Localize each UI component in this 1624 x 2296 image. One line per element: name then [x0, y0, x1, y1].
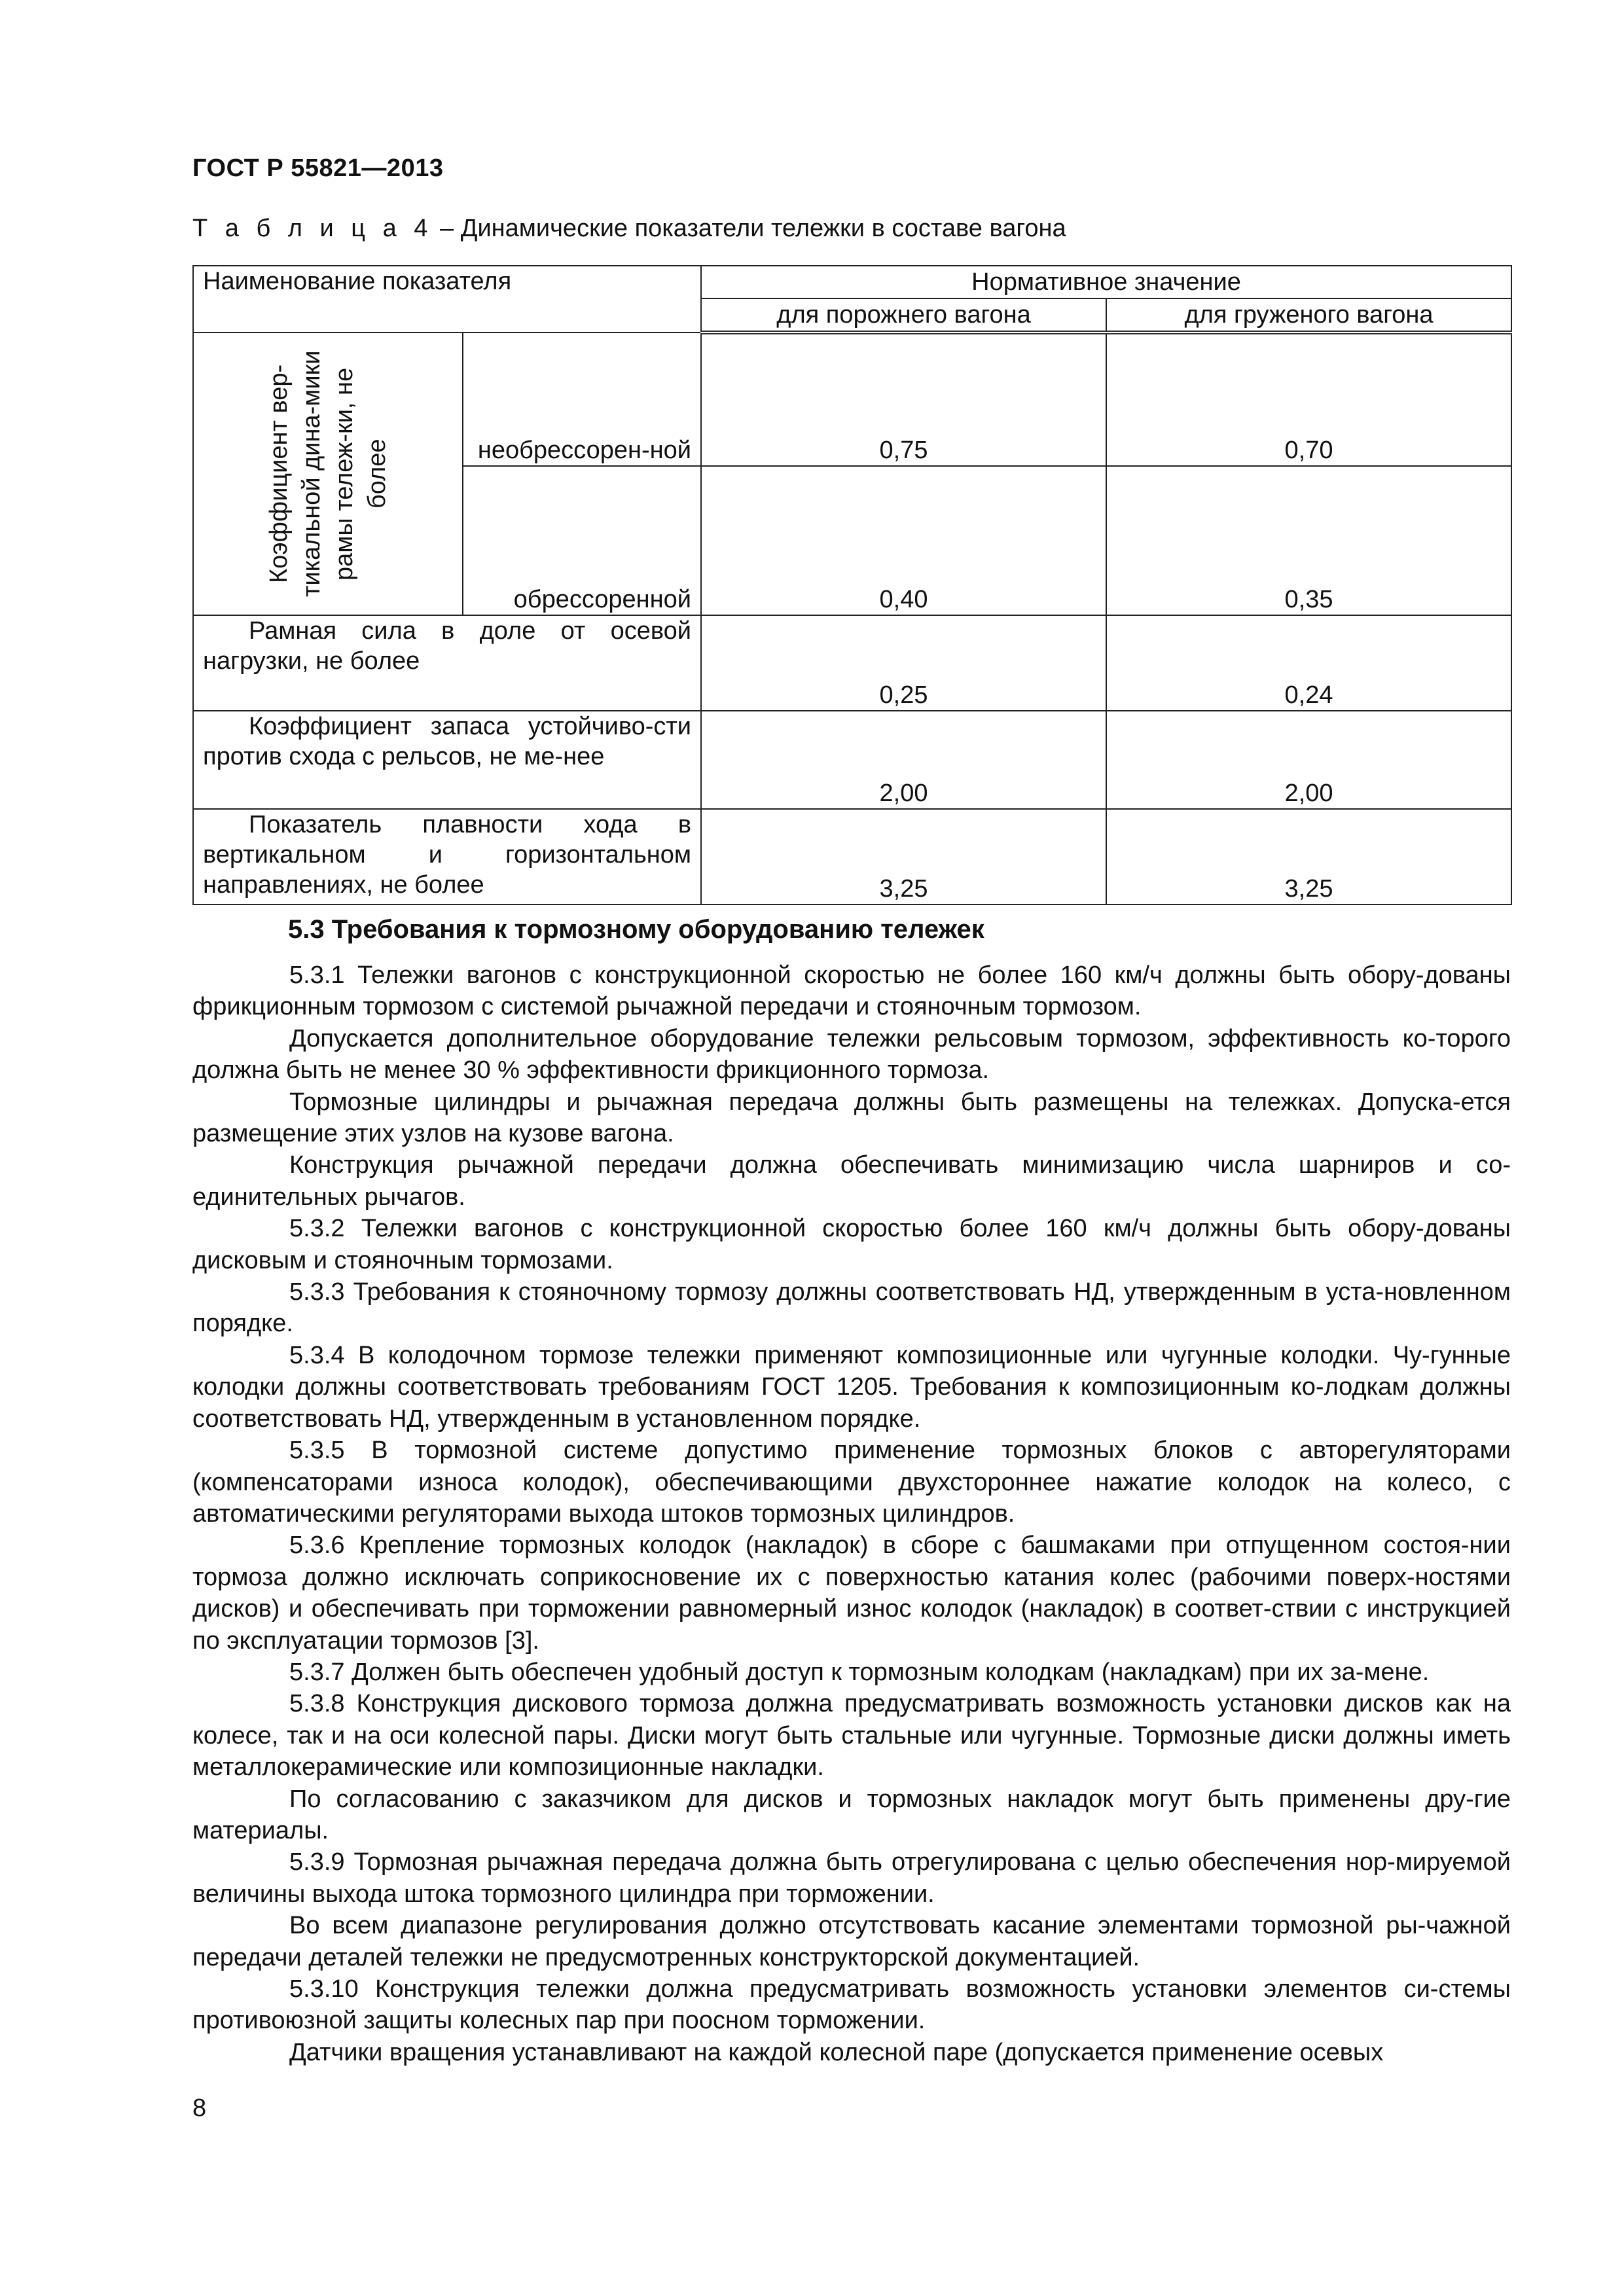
- sub-label: необрессорен-ной: [463, 332, 701, 466]
- table-row: [193, 711, 1511, 809]
- value-loaded: 3,25: [1106, 809, 1511, 905]
- paragraph: 5.3.7 Должен быть обеспечен удобный доступ к тормозным колодкам (накладкам) при их за-мене.: [289, 1658, 1430, 1686]
- paragraph: По согласованию с заказчиком для дисков и тормозных накладок могут быть применены дру-гие материалы.: [192, 1785, 1511, 1844]
- paragraph: Тормозные цилиндры и рычажная передача должны быть размещены на тележках. Допуска-ется размещение этих узлов на кузове вагона.: [192, 1088, 1511, 1148]
- value-loaded: 2,00: [1106, 711, 1511, 809]
- paragraph: 5.3.2 Тележки вагонов с конструкционной скоростью более 160 км/ч должны быть обору-дованы дисковым и стояночным тормозами.: [192, 1215, 1511, 1274]
- paragraph: 5.3.10 Конструкция тележки должна предусматривать возможность установки элементов си-стемы противоюзной защиты колесных пар при поосном торможении.: [192, 1975, 1511, 2035]
- document-header: ГОСТ Р 55821—2013: [192, 154, 444, 182]
- dynamics-table: [192, 265, 1512, 905]
- table-row: [193, 615, 1511, 711]
- paragraph: Допускается дополнительное оборудование тележки рельсовым тормозом, эффективность ко-торого должна быть не менее 30 % эффективности фрикционного тормоза.: [192, 1024, 1511, 1085]
- section-title: 5.3 Требования к тормозному оборудованию тележек: [288, 915, 984, 944]
- paragraph: 5.3.3 Требования к стояночному тормозу должны соответствовать НД, утвержденным в уста-новленном порядке.: [192, 1278, 1511, 1338]
- table-caption-title: – Динамические показатели тележки в составе вагона: [433, 215, 1066, 242]
- paragraph: Конструкция рычажной передачи должна обеспечивать минимизацию числа шарниров и со-единительных рычагов.: [192, 1151, 1511, 1211]
- page-number: 8: [192, 2094, 207, 2122]
- paragraph: 5.3.9 Тормозная рычажная передача должна быть отрегулирована с целью обеспечения нор-мируемой величины выхода штока тормозного цилиндра при торможении.: [192, 1848, 1511, 1908]
- value-empty: 0,75: [701, 332, 1106, 466]
- table-row: [193, 332, 1511, 466]
- table-caption: [192, 215, 1066, 243]
- table-caption-label: Т а б л и ц а 4: [192, 215, 433, 242]
- row-label: Рамная сила в доле от осевой нагрузки, не более: [193, 615, 701, 711]
- value-loaded: 0,24: [1106, 615, 1511, 711]
- group-label-cell: [193, 332, 463, 615]
- value-loaded: 0,70: [1106, 332, 1511, 466]
- row-label: Показатель плавности хода в вертикальном и горизонтальном направлениях, не более: [193, 809, 701, 905]
- group-label: Коэффициент вер-тикальной дина-мики рамы тележ-ки, не более: [265, 350, 391, 598]
- paragraph: 5.3.6 Крепление тормозных колодок (накладок) в сборе с башмаками при отпущенном состоя-нии тормоза должно исключать соприкосновение их с поверхностью катания колес (рабочими поверх-ностями дисков) и обеспечивать при торможении равномерный износ колодок (накладок) в соответ-ствии с инструкцией по эксплуатации тормозов [3].: [192, 1532, 1511, 1655]
- value-empty: 0,40: [701, 466, 1106, 615]
- section-body: [192, 960, 1511, 2068]
- header-cell-loaded: для груженого вагона: [1106, 298, 1511, 332]
- header-cell-norm: Нормативное значение: [701, 266, 1511, 298]
- value-empty: 2,00: [701, 711, 1106, 809]
- value-loaded: 0,35: [1106, 466, 1511, 615]
- paragraph: 5.3.8 Конструкция дискового тормоза должна предусматривать возможность установки дисков как на колесе, так и на оси колесной пары. Диски могут быть стальные или чугунные. Тормозные диски должны иметь металлокерамические или композиционные накладки.: [192, 1690, 1511, 1782]
- header-cell-name: Наименование показателя: [193, 266, 701, 332]
- row-label: Коэффициент запаса устойчиво-сти против схода с рельсов, не ме-нее: [193, 711, 701, 809]
- paragraph: Датчики вращения устанавливают на каждой колесной паре (допускается применение осевых: [289, 2038, 1384, 2066]
- value-empty: 0,25: [701, 615, 1106, 711]
- value-empty: 3,25: [701, 809, 1106, 905]
- paragraph: Во всем диапазоне регулирования должно отсутствовать касание элементами тормозной ры-чажной передачи деталей тележки не предусмотренных конструкторской документацией.: [192, 1912, 1511, 1971]
- paragraph: 5.3.4 В колодочном тормозе тележки применяют композиционные или чугунные колодки. Чу-гунные колодки должны соответствовать требованиям ГОСТ 1205. Требования к композиционным ко-лодкам должны соответствовать НД, утвержденным в установленном порядке.: [192, 1341, 1511, 1433]
- table-row: [193, 809, 1511, 905]
- paragraph: 5.3.5 В тормозной системе допустимо применение тормозных блоков с авторегуляторами (компенсаторами износа колодок), обеспечивающими двухстороннее нажатие колодок на колесо, с автоматическими регуляторами выхода штоков тормозных цилиндров.: [192, 1437, 1511, 1528]
- header-cell-empty: для порожнего вагона: [701, 298, 1106, 332]
- paragraph: 5.3.1 Тележки вагонов с конструкционной скоростью не более 160 км/ч должны быть обору-дованы фрикционным тормозом с системой рычажной передачи и стояночным тормозом.: [192, 961, 1511, 1021]
- sub-label: обрессоренной: [463, 466, 701, 615]
